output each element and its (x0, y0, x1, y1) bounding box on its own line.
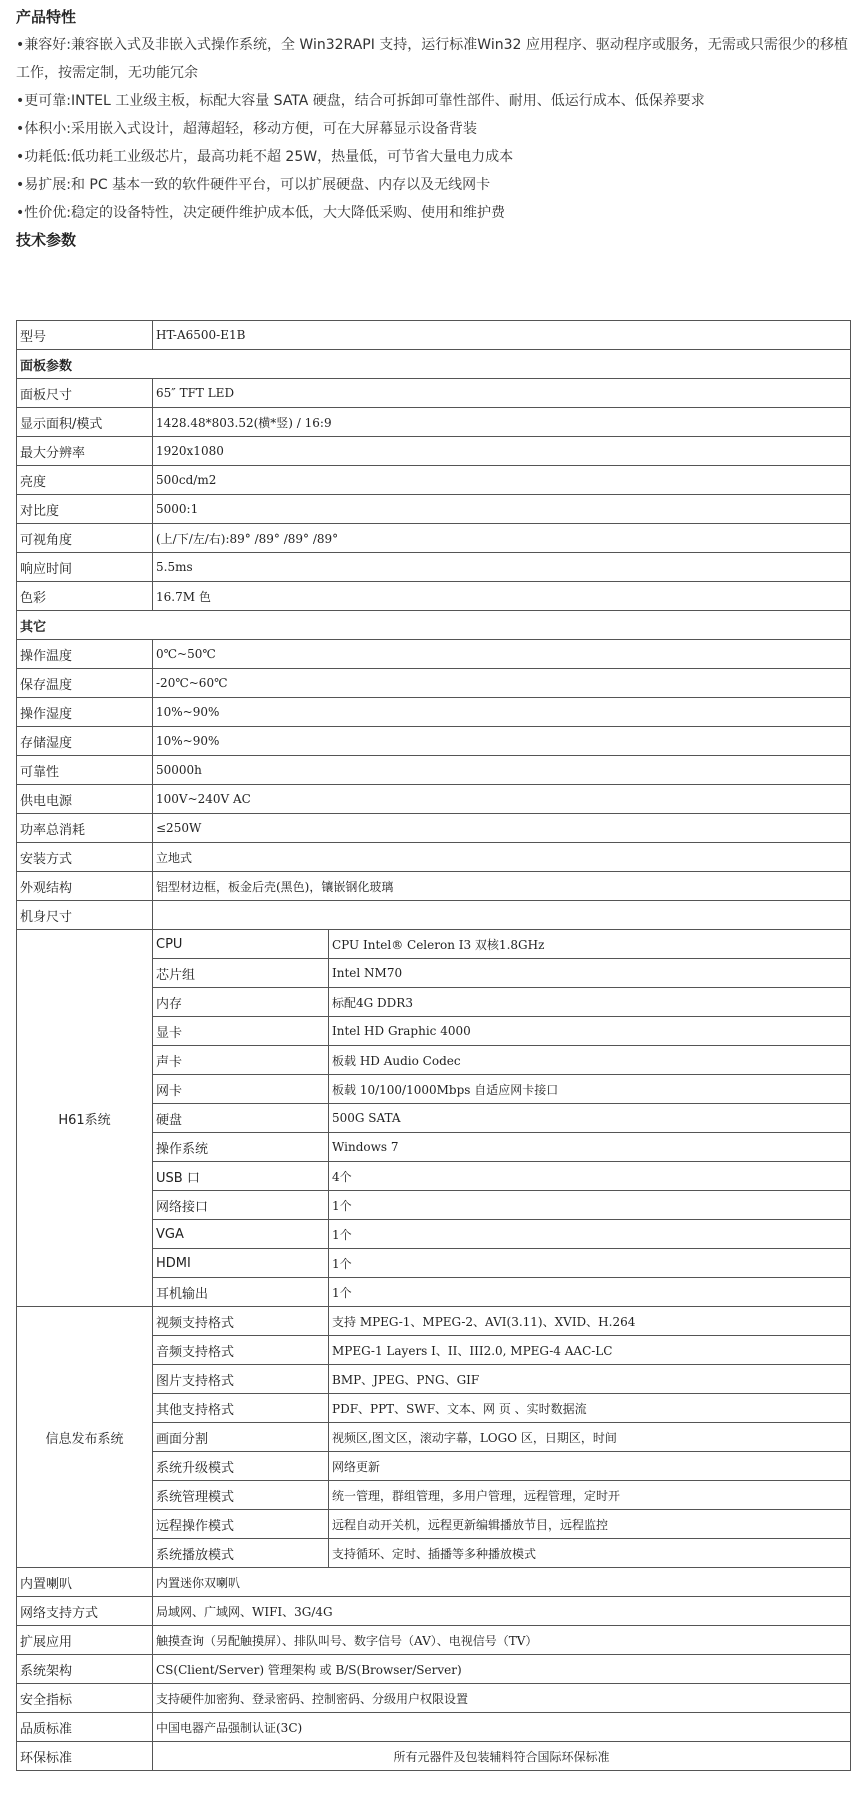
feature-item: •兼容好:兼容嵌入式及非嵌入式操作系统，全 Win32RAPI 支持，运行标准Win32 应用程序、驱动程序或服务，无需或只需很少的移植工作，按需定制，无功能冗余 (16, 37, 848, 81)
spec-label: 操作温度 (17, 640, 153, 669)
spec-row (17, 698, 851, 727)
sub-value: Intel HD Graphic 4000 (329, 1017, 851, 1046)
spec-row (17, 872, 851, 901)
spec-row (17, 1568, 851, 1597)
feature-item: •功耗低:低功耗工业级芯片，最高功耗不超 25W，热量低，可节省大量电力成本 (16, 149, 514, 165)
sub-value: 支持循环、定时、插播等多种播放模式 (329, 1539, 851, 1568)
spec-value: 内置迷你双喇叭 (153, 1568, 851, 1597)
spec-label: 保存温度 (17, 669, 153, 698)
spec-label: 可靠性 (17, 756, 153, 785)
sub-label: 显卡 (153, 1017, 329, 1046)
spec-value: 支持硬件加密狗、登录密码、控制密码、分级用户权限设置 (153, 1684, 851, 1713)
spec-label: 扩展应用 (17, 1626, 153, 1655)
sub-value: CPU Intel® Celeron I3 双核1.8GHz (329, 930, 851, 959)
spec-value: 10%~90% (153, 698, 851, 727)
sub-value: PDF、PPT、SWF、文本、网 页 、实时数据流 (329, 1394, 851, 1423)
feature-item: •性价优:稳定的设备特性，决定硬件维护成本低，大大降低采购、使用和维护费 (16, 205, 505, 221)
sub-value: 500G SATA (329, 1104, 851, 1133)
spec-label: 系统架构 (17, 1655, 153, 1684)
feature-list (16, 31, 850, 227)
sub-label: 网络接口 (153, 1191, 329, 1220)
spec-label: 存储湿度 (17, 727, 153, 756)
spec-label: 网络支持方式 (17, 1597, 153, 1626)
spec-label: 内置喇叭 (17, 1568, 153, 1597)
features-title: 产品特性 (16, 8, 77, 26)
sub-label: 视频支持格式 (153, 1307, 329, 1336)
spec-row (17, 814, 851, 843)
section-row (17, 350, 851, 379)
spec-label: 对比度 (17, 495, 153, 524)
spec-row (17, 756, 851, 785)
sub-label: 画面分割 (153, 1423, 329, 1452)
spec-label: 供电电源 (17, 785, 153, 814)
spec-row (17, 669, 851, 698)
section-title: 面板参数 (17, 350, 851, 379)
sub-value: 网络更新 (329, 1452, 851, 1481)
group-label: H61系统 (17, 930, 153, 1307)
spec-value: 1428.48*803.52(横*竖) / 16:9 (153, 408, 851, 437)
sub-label: 音频支持格式 (153, 1336, 329, 1365)
spec-row (17, 466, 851, 495)
spec-row (17, 379, 851, 408)
spec-label: 显示面积/模式 (17, 408, 153, 437)
spec-row (17, 785, 851, 814)
sub-label: 图片支持格式 (153, 1365, 329, 1394)
spec-row (17, 524, 851, 553)
sub-label: 声卡 (153, 1046, 329, 1075)
spec-value: 局域网、广域网、WIFI、3G/4G (153, 1597, 851, 1626)
sub-value: 板载 10/100/1000Mbps 自适应网卡接口 (329, 1075, 851, 1104)
sub-value: 1个 (329, 1278, 851, 1307)
sub-label: HDMI (153, 1249, 329, 1278)
spec-sub-row (17, 930, 851, 959)
spec-value: (上/下/左/右):89° /89° /89° /89° (153, 524, 851, 553)
spec-value: 所有元器件及包装辅料符合国际环保标准 (153, 1742, 851, 1771)
model-row (17, 321, 851, 350)
spec-value: 16.7M 色 (153, 582, 851, 611)
sub-label: 其他支持格式 (153, 1394, 329, 1423)
group-label: 信息发布系统 (17, 1307, 153, 1568)
sub-label: 芯片组 (153, 959, 329, 988)
params-title: 技术参数 (16, 231, 77, 249)
sub-value: 视频区,图文区，滚动字幕，LOGO 区，日期区，时间 (329, 1423, 851, 1452)
features-section (16, 0, 850, 254)
sub-value: 标配4G DDR3 (329, 988, 851, 1017)
spec-value: CS(Client/Server) 管理架构 或 B/S(Browser/Server) (153, 1655, 851, 1684)
spec-value: 5.5ms (153, 553, 851, 582)
spec-row (17, 1626, 851, 1655)
spec-row (17, 843, 851, 872)
section-row (17, 611, 851, 640)
sub-value: 1个 (329, 1249, 851, 1278)
spec-value: 铝型材边框，板金后壳(黑色)，镶嵌钢化玻璃 (153, 872, 851, 901)
sub-label: 系统管理模式 (153, 1481, 329, 1510)
sub-label: 耳机输出 (153, 1278, 329, 1307)
sub-label: VGA (153, 1220, 329, 1249)
spec-label: 操作湿度 (17, 698, 153, 727)
spec-row (17, 495, 851, 524)
spec-label: 功率总消耗 (17, 814, 153, 843)
spec-row (17, 727, 851, 756)
spec-row (17, 1684, 851, 1713)
sub-label: 远程操作模式 (153, 1510, 329, 1539)
spec-value: 500cd/m2 (153, 466, 851, 495)
spec-row (17, 1597, 851, 1626)
sub-label: 系统播放模式 (153, 1539, 329, 1568)
spec-value: 中国电器产品强制认证(3C) (153, 1713, 851, 1742)
sub-label: 网卡 (153, 1075, 329, 1104)
sub-value: BMP、JPEG、PNG、GIF (329, 1365, 851, 1394)
spec-row (17, 1742, 851, 1771)
spec-value: 100V~240V AC (153, 785, 851, 814)
spec-row (17, 1655, 851, 1684)
sub-label: CPU (153, 930, 329, 959)
sub-value: 支持 MPEG-1、MPEG-2、AVI(3.11)、XVID、H.264 (329, 1307, 851, 1336)
spec-value: 10%~90% (153, 727, 851, 756)
spec-label: 环保标准 (17, 1742, 153, 1771)
spec-row (17, 901, 851, 930)
spec-label: 品质标准 (17, 1713, 153, 1742)
spec-label: 机身尺寸 (17, 901, 153, 930)
spec-label: 外观结构 (17, 872, 153, 901)
spec-table (16, 320, 851, 1771)
sub-label: USB 口 (153, 1162, 329, 1191)
spec-value: HT-A6500-E1B (153, 321, 851, 350)
sub-value: Windows 7 (329, 1133, 851, 1162)
spec-label: 型号 (17, 321, 153, 350)
spec-value: 触摸查询（另配触摸屏）、排队叫号、数字信号（AV）、电视信号（TV） (153, 1626, 851, 1655)
spec-sub-row (17, 1307, 851, 1336)
spec-label: 亮度 (17, 466, 153, 495)
spec-value: 65″ TFT LED (153, 379, 851, 408)
spec-label: 面板尺寸 (17, 379, 153, 408)
spec-value (153, 901, 851, 930)
feature-item: •更可靠:INTEL 工业级主板，标配大容量 SATA 硬盘，结合可拆卸可靠性部件、耐用、低运行成本、低保养要求 (16, 93, 705, 109)
spec-value: 0℃~50℃ (153, 640, 851, 669)
spec-value: 50000h (153, 756, 851, 785)
sub-label: 系统升级模式 (153, 1452, 329, 1481)
sub-label: 内存 (153, 988, 329, 1017)
sub-value: 4个 (329, 1162, 851, 1191)
spec-row (17, 640, 851, 669)
spec-value: -20℃~60℃ (153, 669, 851, 698)
section-title: 其它 (17, 611, 851, 640)
spec-row (17, 1713, 851, 1742)
spec-row (17, 408, 851, 437)
spec-value: 立地式 (153, 843, 851, 872)
spec-label: 最大分辨率 (17, 437, 153, 466)
spec-label: 响应时间 (17, 553, 153, 582)
spec-value: 1920x1080 (153, 437, 851, 466)
sub-label: 硬盘 (153, 1104, 329, 1133)
feature-item: •体积小:采用嵌入式设计，超薄超轻，移动方便，可在大屏幕显示设备背装 (16, 121, 477, 137)
sub-value: MPEG-1 Layers I、II、III2.0, MPEG-4 AAC-LC (329, 1336, 851, 1365)
spec-label: 色彩 (17, 582, 153, 611)
sub-label: 操作系统 (153, 1133, 329, 1162)
sub-value: 板载 HD Audio Codec (329, 1046, 851, 1075)
sub-value: 1个 (329, 1220, 851, 1249)
spec-label: 安装方式 (17, 843, 153, 872)
spec-row (17, 437, 851, 466)
spec-label: 安全指标 (17, 1684, 153, 1713)
spec-value: ≤250W (153, 814, 851, 843)
sub-value: 1个 (329, 1191, 851, 1220)
spec-row (17, 582, 851, 611)
sub-value: Intel NM70 (329, 959, 851, 988)
sub-value: 统一管理，群组管理，多用户管理，远程管理，定时开 (329, 1481, 851, 1510)
spec-value: 5000:1 (153, 495, 851, 524)
spec-label: 可视角度 (17, 524, 153, 553)
spec-row (17, 553, 851, 582)
sub-value: 远程自动开关机，远程更新编辑播放节目，远程监控 (329, 1510, 851, 1539)
feature-item: •易扩展:和 PC 基本一致的软件硬件平台，可以扩展硬盘、内存以及无线网卡 (16, 177, 491, 193)
